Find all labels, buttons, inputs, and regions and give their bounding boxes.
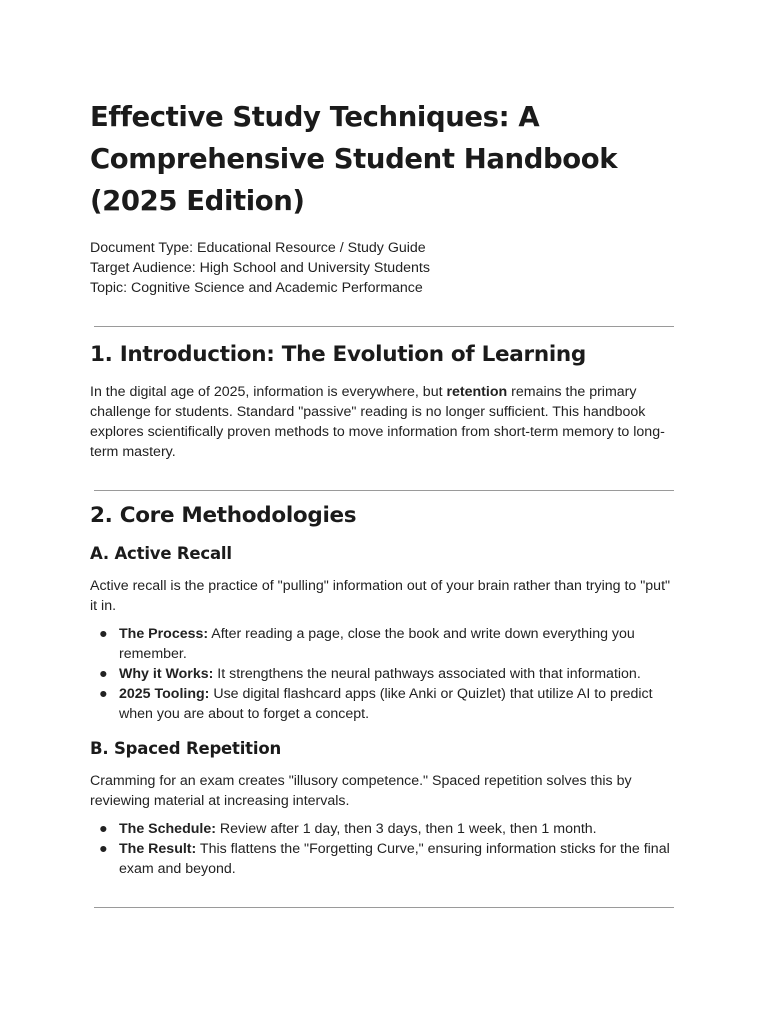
- introduction-heading: 1. Introduction: The Evolution of Learning: [90, 342, 586, 367]
- core-methodologies-heading: 2. Core Methodologies: [90, 503, 357, 528]
- list-item: [90, 839, 674, 879]
- list-item: [90, 664, 674, 684]
- section-divider: [94, 907, 674, 908]
- list-item: [90, 624, 674, 664]
- list-item: [90, 819, 674, 839]
- spaced-repetition-list: [90, 819, 674, 879]
- active-recall-list: [90, 624, 674, 724]
- bullet-icon: ●: [99, 686, 108, 702]
- active-recall-heading: A. Active Recall: [90, 544, 232, 563]
- document-title: Effective Study Techniques: A Comprehensive Student Handbook (2025 Edition): [90, 101, 618, 217]
- bullet-icon: ●: [99, 841, 108, 857]
- list-item-text: Use digital flashcard apps (like Anki or Quizlet) that utilize AI to predict when you are about to forget a concept.: [119, 686, 653, 722]
- list-item-label: The Result:: [119, 841, 197, 857]
- active-recall-intro: Active recall is the practice of "pulling" information out of your brain rather than trying to "put" it in.: [90, 578, 671, 614]
- spaced-repetition-intro: Cramming for an exam creates "illusory competence." Spaced repetition solves this by reviewing material at increasing intervals.: [90, 773, 632, 809]
- list-item-label: The Process:: [119, 626, 209, 642]
- list-item-text: After reading a page, close the book and write down everything you remember.: [119, 626, 635, 662]
- list-item-text: Review after 1 day, then 3 days, then 1 week, then 1 month.: [215, 821, 597, 837]
- list-item-label: Why it Works:: [119, 666, 214, 682]
- introduction-emphasis: retention: [446, 384, 508, 400]
- spaced-repetition-heading: B. Spaced Repetition: [90, 739, 282, 758]
- bullet-icon: ●: [99, 666, 108, 682]
- list-item: [90, 684, 674, 724]
- document-meta: [90, 238, 674, 298]
- list-item-text: This flattens the "Forgetting Curve," ensuring information sticks for the final exam and beyond.: [119, 841, 670, 877]
- list-item-text: It strengthens the neural pathways associated with that information.: [213, 666, 641, 682]
- section-divider: [94, 490, 674, 491]
- meta-topic: Topic: Cognitive Science and Academic Performance: [90, 280, 423, 296]
- introduction-paragraph: [90, 382, 674, 462]
- introduction-text: In the digital age of 2025, information is everywhere, but: [90, 384, 447, 400]
- list-item-label: 2025 Tooling:: [119, 686, 210, 702]
- bullet-icon: ●: [99, 626, 108, 642]
- section-divider: [94, 326, 674, 327]
- meta-document-type: Document Type: Educational Resource / Study Guide: [90, 240, 426, 256]
- list-item-label: The Schedule:: [119, 821, 216, 837]
- bullet-icon: ●: [99, 821, 108, 837]
- meta-target-audience: Target Audience: High School and University Students: [90, 260, 430, 276]
- introduction-text-continued: remains the primary challenge for students. Standard "passive" reading is no longer sufficient. This handbook explores scientifically proven methods to move information from short-term memory to long-term mastery.: [90, 384, 665, 460]
